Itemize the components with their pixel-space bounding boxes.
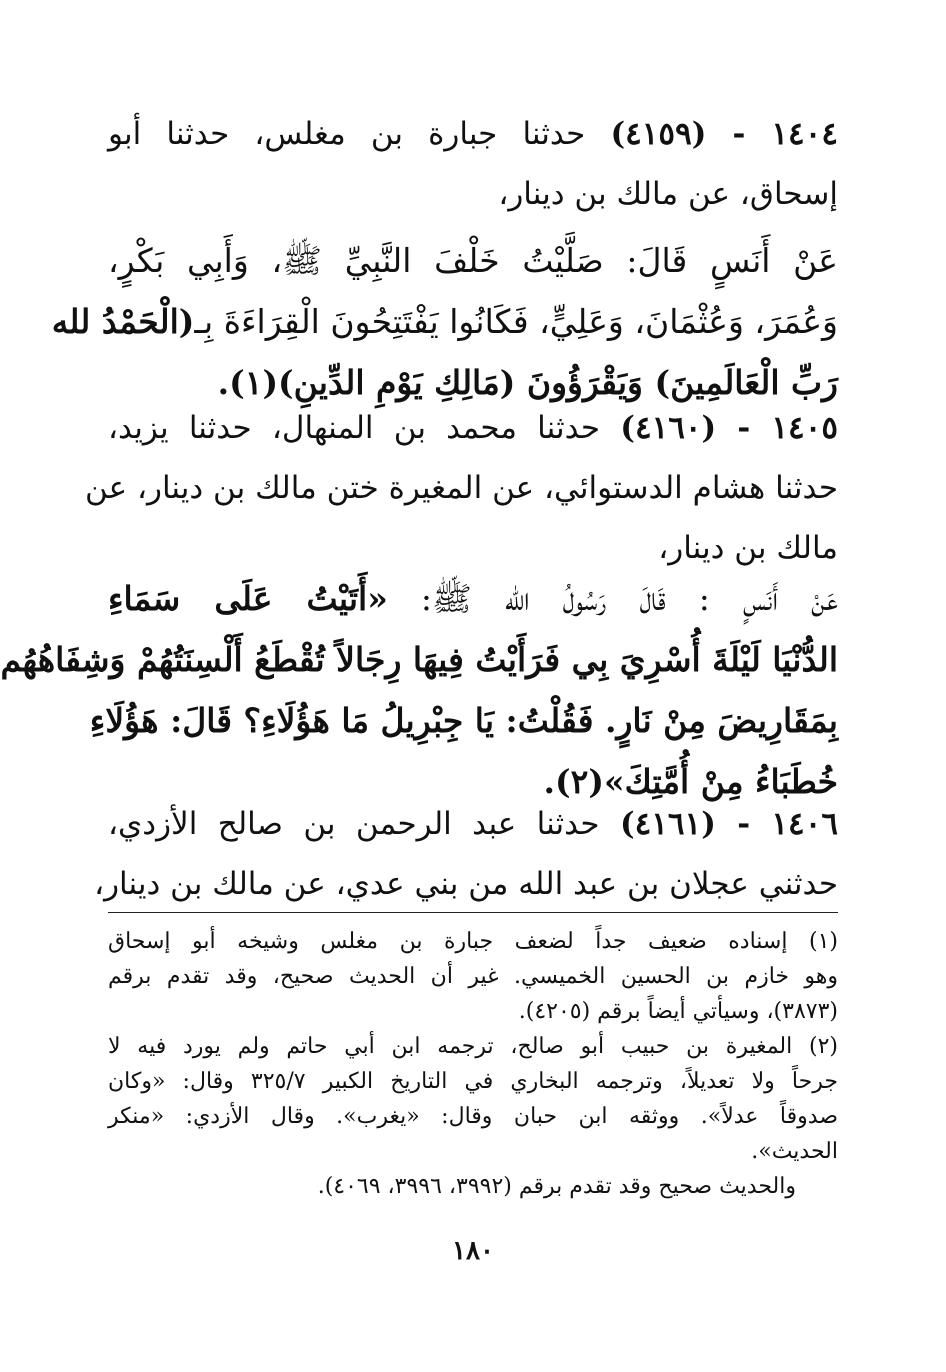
matn-line [51, 291, 838, 352]
matn-text: وَعُمَرَ، وَعُثْمَانَ، وَعَلِيٍّ، فَكَانُوا يَفْتَتِحُونَ الْقِرَاءَةَ بِـ [194, 302, 838, 341]
matn-text: عَنْ أَنَسٍ : قَالَ رَسُولُ الله ﷺ: [420, 579, 838, 618]
footnote-line: صدوقاً عدلاً». ووثقه ابن حبان وقال: «يغرب». وقال الأزدي: «منكر [108, 1104, 838, 1129]
matn-bold: خُطَبَاءُ مِنْ أُمَّتِكَ»(٢). [543, 762, 838, 801]
footnote-line: (١) إسناده ضعيف جداً لضعف جبارة بن مغلس وشيخه أبو إسحاق [108, 929, 838, 954]
hadith-1406-isnad [94, 794, 839, 914]
matn-bold: بِمَقَارِيضَ مِنْ نَارٍ. فَقُلْتُ: يَا جِبْرِيلُ مَا هَؤُلَاءِ؟ قَالَ: هَؤُلَاءِ [89, 701, 838, 740]
hadith-1405-matn [0, 568, 838, 812]
hadith-number: ١٤٠٥ - (٤١٦٠) [620, 410, 838, 446]
page-number: ١٨٠ [452, 1236, 494, 1266]
matn-bold: (الْحَمْدُ لله [51, 302, 195, 341]
matn-bold: الدُّنْيَا لَيْلَةَ أُسْرِيَ بِي فَرَأَيْتُ فِيهَا رِجَالاً تُقْطَعُ أَلْسِنَتُهُمْ وَشِفَاهُهُم [0, 640, 838, 679]
footnote-line: وهو خازم بن الحسين الخميسي. غير أن الحديث صحيح، وقد تقدم برقم [108, 964, 839, 989]
isnad-line: إسحاق، عن مالك بن دينار، [498, 176, 838, 212]
footnote-line: جرحاً ولا تعديلاً، وترجمه البخاري في التاريخ الكبير ٣٢٥/٧ وقال: «وكان [108, 1069, 838, 1094]
footnote-separator [108, 912, 838, 913]
isnad-line: حدثنا هشام الدستوائي، عن المغيرة ختن مالك بن دينار، عن [85, 470, 838, 506]
isnad-line [108, 794, 838, 854]
hadith-1405-isnad [85, 398, 838, 578]
matn-bold: «أَتَيْتُ عَلَى سَمَاءِ [108, 579, 388, 618]
isnad-text: حدثنا محمد بن المنهال، حدثنا يزيد، [108, 410, 601, 446]
footnote-line: (٢) المغيرة بن حبيب أبو صالح، ترجمه ابن أبي حاتم ولم يورد فيه لا [108, 1034, 838, 1059]
matn-line [89, 690, 838, 751]
isnad-text: حدثنا جبارة بن مغلس، حدثنا أبو [108, 116, 586, 152]
matn-line [0, 629, 838, 690]
isnad-line [108, 398, 838, 458]
footnote-line: والحديث صحيح وقد تقدم برقم (٣٩٩٢، ٣٩٩٦، ٤٠٦٩). [317, 1174, 796, 1199]
isnad-line: حدثني عجلان بن عبد الله من بني عدي، عن مالك بن دينار، [94, 866, 838, 902]
isnad-text: حدثنا عبد الرحمن بن صالح الأزدي، [108, 806, 600, 842]
hadith-number: ١٤٠٤ - (٤١٥٩) [610, 116, 838, 152]
hadith-1404-matn [51, 230, 838, 413]
hadith-1404-isnad [108, 104, 838, 224]
footnote-line: (٣٨٧٣)، وسيأتي أيضاً برقم (٤٢٠٥). [518, 999, 838, 1024]
footnote-line: الحديث». [751, 1139, 838, 1164]
matn-line [108, 568, 838, 629]
isnad-line [108, 104, 838, 164]
matn-line [108, 230, 838, 291]
hadith-number: ١٤٠٦ - (٤١٦١) [619, 806, 839, 842]
footnotes [108, 924, 838, 1204]
matn-text: عَنْ أَنَسٍ قَالَ: صَلَّيْتُ خَلْفَ النَّبِيِّ ﷺ، وَأَبِي بَكْرٍ، [108, 241, 838, 280]
isnad-line: مالك بن دينار، [658, 530, 838, 566]
matn-bold: رَبِّ الْعَالَمِينَ) وَيَقْرَؤُونَ (مَالِكِ يَوْمِ الدِّينِ)(١). [217, 363, 838, 402]
